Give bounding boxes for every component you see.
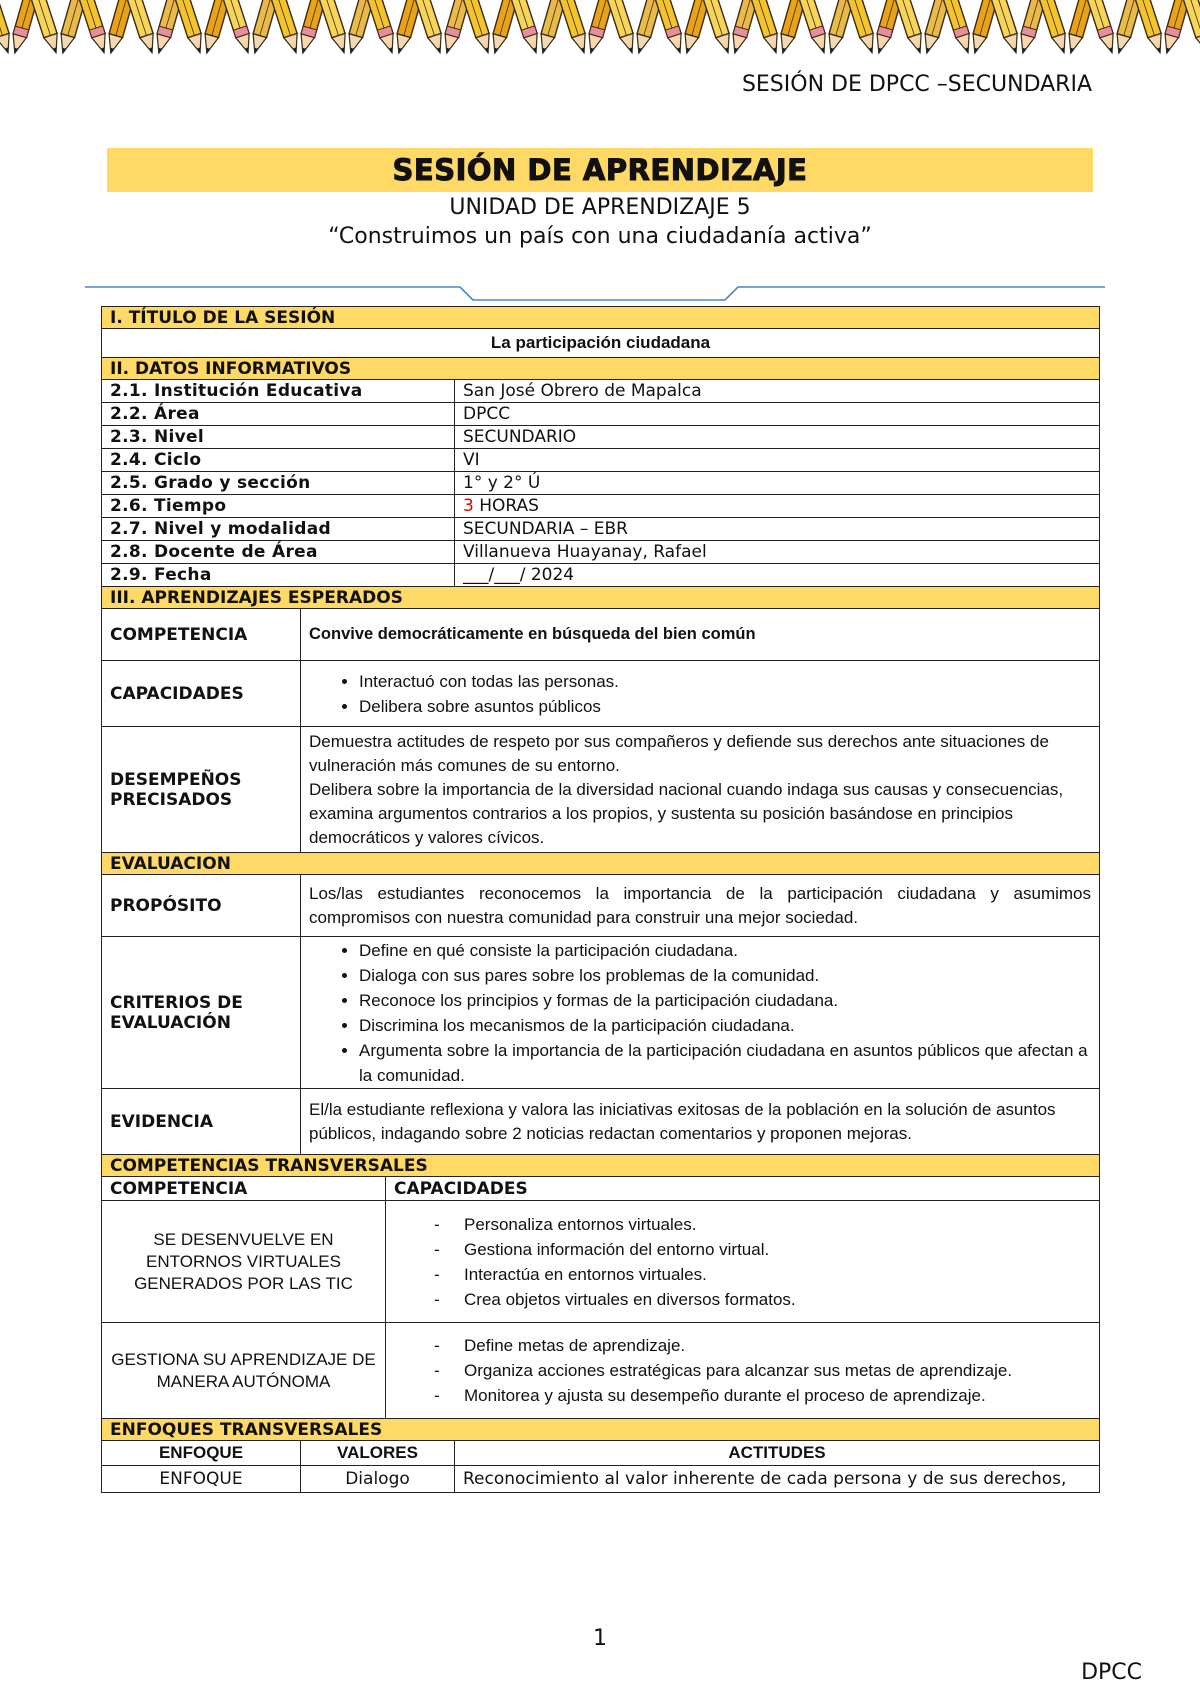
valores-cell: Dialogo [301,1466,455,1493]
list-item: • Delibera sobre asuntos públicos [359,694,1091,719]
unidad-title: UNIDAD DE APRENDIZAJE 5 [449,195,751,220]
pencil-icon [895,0,927,56]
list-item: - Gestiona información del entorno virtual. [464,1237,1091,1262]
pencil-icon [703,0,735,56]
proposito-label: PROPÓSITO [102,875,301,937]
pencil-icon [751,0,783,56]
transversal-capacidades-cell [386,1323,1100,1419]
evidencia-value: El/la estudiante reflexiona y valora las iniciativas exitosas de la población en la solución de asuntos públicos, indagando sobre 2 noticias redactan comentarios y proponen mejoras. [301,1089,1100,1155]
dato-label: 2.2. Área [102,403,455,426]
evidencia-label: EVIDENCIA [102,1089,301,1155]
pencil-icon [0,0,15,56]
transversal-col-capacidades: CAPACIDADES [386,1177,1100,1201]
pencil-icon [463,0,495,56]
pencil-icon [847,0,879,56]
enfoque-cell: ENFOQUE [102,1466,301,1493]
session-table [101,306,1100,1493]
pencil-icon [607,0,639,56]
pencil-icon [271,0,303,56]
dato-value: ___/___/ 2024 [455,564,1100,587]
criterios-cell [301,937,1100,1089]
dato-label: 2.6. Tiempo [102,495,455,518]
pencil-icon [127,0,159,56]
list-item: - Interactúa en entornos virtuales. [464,1262,1091,1287]
page-title: SESIÓN DE APRENDIZAJE [392,153,808,187]
running-header: SESIÓN DE DPCC –SECUNDARIA [741,72,1092,97]
transversal-capacidades-cell [386,1201,1100,1323]
pencil-icon [31,0,63,56]
pencil-icon [943,0,975,56]
transversal-capacidades-list [394,1333,1091,1408]
capacidades-list [309,669,1091,719]
dato-label: 2.5. Grado y sección [102,472,455,495]
proposito-value: Los/las estudiantes reconocemos la importancia de la participación ciudadana y asumimos compromisos con nuestra comunidad para construir una mejor sociedad. [301,875,1100,937]
dato-value: San José Obrero de Mapalca [455,380,1100,403]
pencil-icon [1135,0,1167,56]
list-item: • Reconoce los principios y formas de la participación ciudadana. [359,988,1091,1013]
dato-label: 2.4. Ciclo [102,449,455,472]
dato-value [455,495,1100,518]
dato-value: DPCC [455,403,1100,426]
pencil-icon [319,0,351,56]
pencil-icon [1087,0,1119,56]
actitudes-cell: Reconocimiento al valor inherente de cada persona y de sus derechos, [455,1466,1100,1493]
criterios-label: CRITERIOS DE EVALUACIÓN [102,937,301,1089]
desempenos-label: DESEMPEÑOS PRECISADOS [102,727,301,853]
pencil-border [0,0,1200,62]
list-item: • Discrimina los mecanismos de la participación ciudadana. [359,1013,1091,1038]
list-item: - Personaliza entornos virtuales. [464,1212,1091,1237]
dato-value: VI [455,449,1100,472]
decorative-divider [85,283,1115,303]
capacidades-list-cell [301,661,1100,727]
pencil-icon [415,0,447,56]
list-item: • Define en qué consiste la participación ciudadana. [359,938,1091,963]
pencil-icon [991,0,1023,56]
dato-value: Villanueva Huayanay, Rafael [455,541,1100,564]
dato-label: 2.1. Institución Educativa [102,380,455,403]
dato-label: 2.9. Fecha [102,564,455,587]
page-title-bar [107,148,1093,192]
desempenos-cell [301,727,1100,853]
dato-value: SECUNDARIA – EBR [455,518,1100,541]
pencil-icon [367,0,399,56]
pencil-icon [79,0,111,56]
pencil-icon [511,0,543,56]
competencia-label: COMPETENCIA [102,609,301,661]
list-item: - Define metas de aprendizaje. [464,1333,1091,1358]
dato-label: 2.3. Nivel [102,426,455,449]
capacidades-label: CAPACIDADES [102,661,301,727]
transversal-competencia: SE DESENVUELVE EN ENTORNOS VIRTUALES GENERADOS POR LAS TIC [102,1201,386,1323]
section-heading-evaluacion: EVALUACION [102,853,1100,875]
pencil-icon [223,0,255,56]
pencil-icon [1039,0,1071,56]
list-item: - Organiza acciones estratégicas para alcanzar sus metas de aprendizaje. [464,1358,1091,1383]
dato-value: 1° y 2° Ú [455,472,1100,495]
section-heading-titulo: I. TÍTULO DE LA SESIÓN [102,307,1100,329]
pencil-icon [559,0,591,56]
section-heading-transversales: COMPETENCIAS TRANSVERSALES [102,1155,1100,1177]
page-number: 1 [593,1626,607,1651]
valores-col-header: VALORES [301,1441,455,1466]
enfoque-col-header: ENFOQUE [102,1441,301,1466]
list-item: • Dialoga con sus pares sobre los problemas de la comunidad. [359,963,1091,988]
list-item: - Monitorea y ajusta su desempeño durante el proceso de aprendizaje. [464,1383,1091,1408]
pencil-icon [655,0,687,56]
unidad-lema: “Construimos un país con una ciudadanía activa” [328,224,872,249]
section-heading-aprendizajes: III. APRENDIZAJES ESPERADOS [102,587,1100,609]
footer-label: DPCC [1081,1660,1142,1685]
transversal-col-competencia: COMPETENCIA [102,1177,386,1201]
desempeno-text: Delibera sobre la importancia de la diversidad nacional cuando indaga sus causas y consecuencias, examina argumentos contrarios a los propios, y sustenta su posición basándose en principios democráticos y valores cívicos. [309,779,1064,847]
tiempo-number: 3 [463,496,474,516]
transversal-capacidades-list [394,1212,1091,1312]
desempeno-text: Demuestra actitudes de respeto por sus compañeros y defiende sus derechos ante situaciones de vulneración más comunes de su entorno. [309,731,1049,775]
dato-value: SECUNDARIO [455,426,1100,449]
pencil-icon [175,0,207,56]
pencil-icon [799,0,831,56]
section-heading-datos: II. DATOS INFORMATIVOS [102,358,1100,380]
dato-label: 2.8. Docente de Área [102,541,455,564]
competencia-value: Convive democráticamente en búsqueda del bien común [301,609,1100,661]
list-item: • Argumenta sobre la importancia de la participación ciudadana en asuntos públicos que afectan a la comunidad. [359,1038,1091,1088]
tiempo-unit: HORAS [473,496,539,516]
transversal-competencia: GESTIONA SU APRENDIZAJE DE MANERA AUTÓNOMA [102,1323,386,1419]
section-heading-enfoques: ENFOQUES TRANSVERSALES [102,1419,1100,1441]
list-item: - Crea objetos virtuales en diversos formatos. [464,1287,1091,1312]
criterios-list [309,938,1091,1088]
dato-label: 2.7. Nivel y modalidad [102,518,455,541]
session-title: La participación ciudadana [102,329,1100,358]
actitudes-col-header: ACTITUDES [455,1441,1100,1466]
list-item: • Interactuó con todas las personas. [359,669,1091,694]
